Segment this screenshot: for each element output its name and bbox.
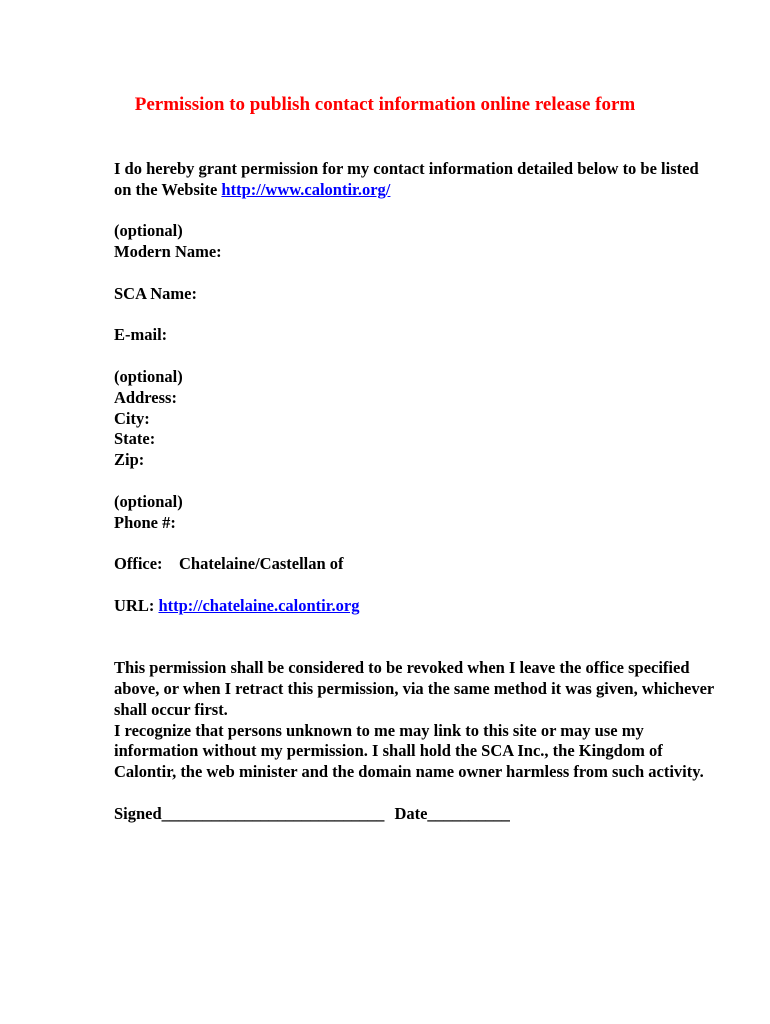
- form-body: [114, 159, 714, 825]
- liability-paragraph: I recognize that persons unknown to me may link to this site or may use my information without my permission. I shall hold the SCA Inc., the Kingdom of Calontir, the web minister and the domain name owner harmless from such activity.: [114, 720, 704, 782]
- url-line: [114, 596, 714, 617]
- date-field[interactable]: Date__________: [394, 803, 510, 823]
- chatelaine-url-link[interactable]: http://chatelaine.calontir.org: [158, 595, 360, 615]
- sca-name-label: SCA Name:: [114, 283, 197, 303]
- email-label: E-mail:: [114, 325, 168, 345]
- url-label: URL:: [114, 595, 159, 615]
- grant-text: I do hereby grant permission for my contact information detailed below to be listed on the Website: [114, 159, 699, 199]
- calontir-website-link[interactable]: http://www.calontir.org/: [221, 179, 391, 199]
- state-label: State:: [114, 429, 156, 449]
- form-title: Permission to publish contact information online release form: [134, 94, 636, 115]
- modern-name-optional-label: (optional): [114, 221, 183, 241]
- address-optional-label: (optional): [114, 366, 183, 386]
- office-line: [114, 554, 714, 575]
- office-value: Chatelaine/Castellan of: [179, 554, 344, 574]
- phone-label: Phone #:: [114, 512, 176, 532]
- zip-label: Zip:: [114, 450, 145, 470]
- revocation-paragraph: This permission shall be considered to be revoked when I leave the office specified above, or when I retract this permission, via the same method it was given, whichever shall occur first.: [114, 658, 714, 719]
- address-label: Address:: [114, 387, 177, 407]
- city-label: City:: [114, 408, 150, 428]
- office-label: Office:: [114, 554, 163, 574]
- grant-statement: [114, 159, 714, 201]
- signed-field[interactable]: Signed___________________________: [114, 803, 385, 823]
- phone-optional-label: (optional): [114, 491, 183, 511]
- signature-line: [114, 804, 714, 825]
- modern-name-label: Modern Name:: [114, 242, 222, 262]
